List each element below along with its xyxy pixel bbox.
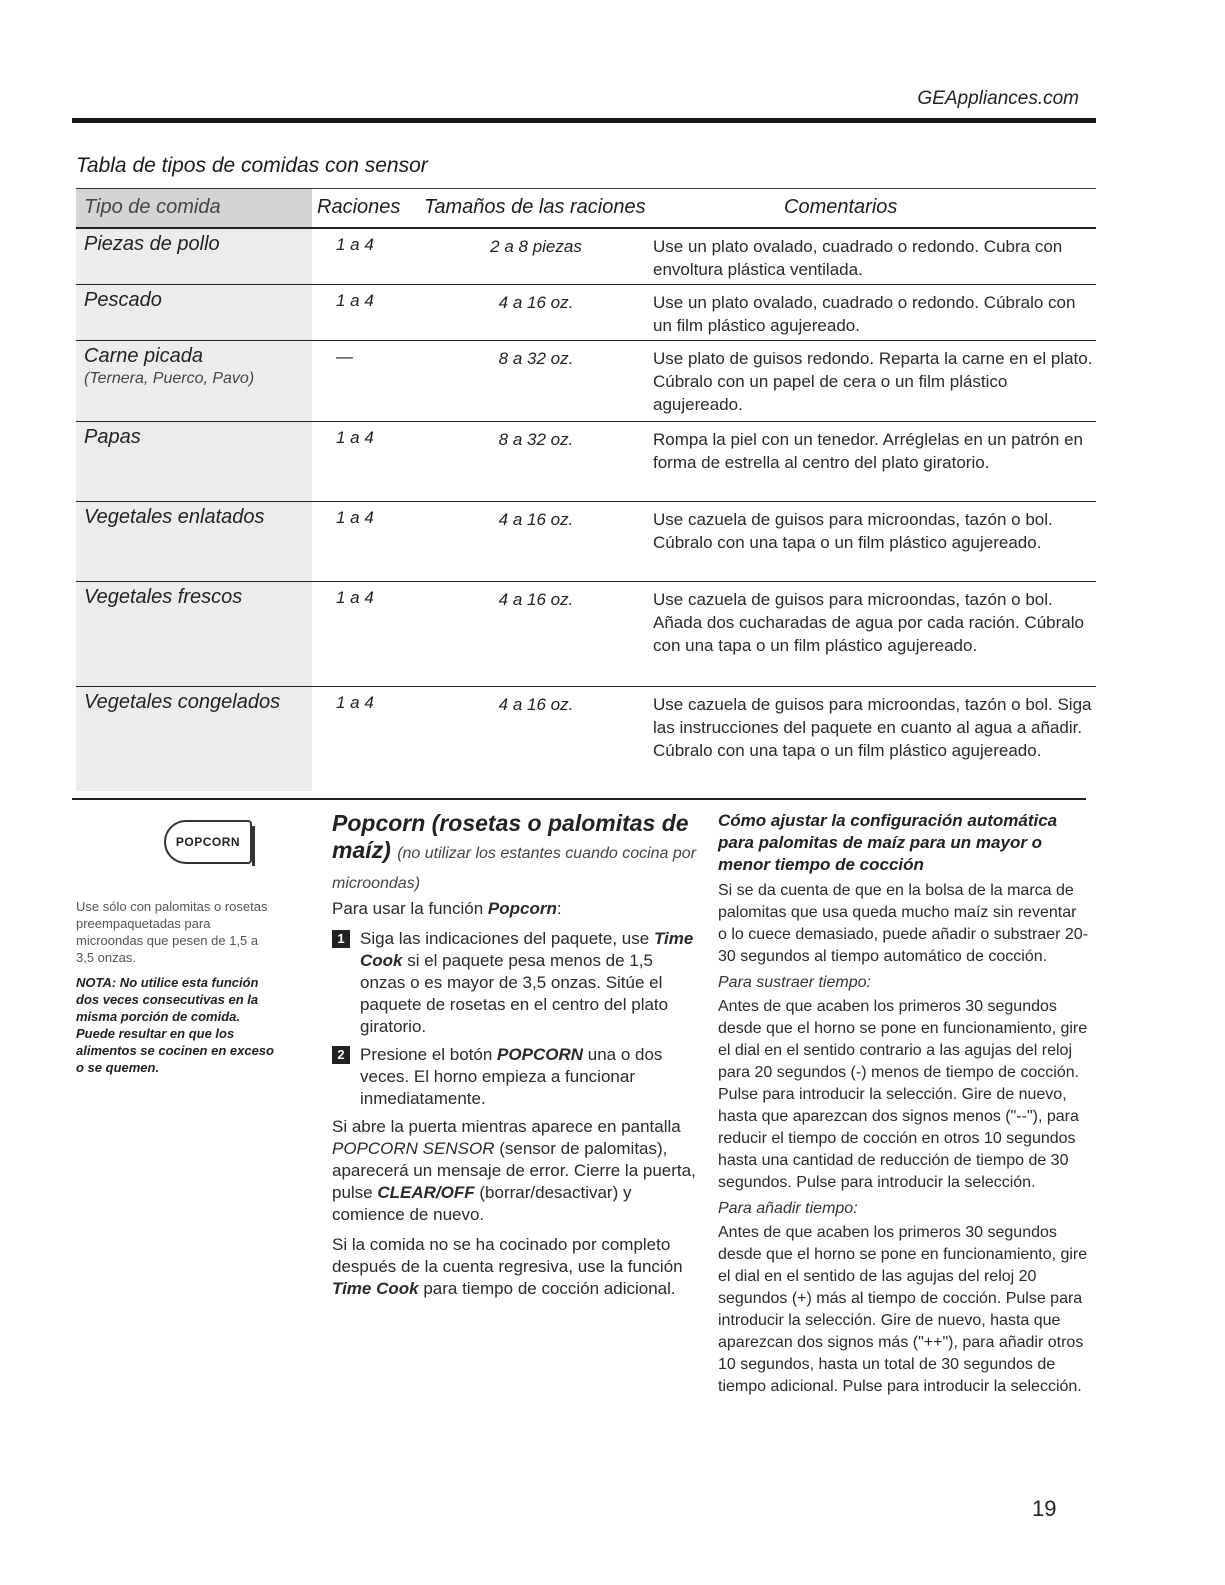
header-food-type: Tipo de comida	[76, 189, 312, 227]
add-heading: Para añadir tiempo:	[718, 1200, 858, 1217]
table-row	[76, 502, 1096, 582]
add-text: Antes de que acaben los primeros 30 segundos desde que el horno se pone en funcionamiento, gire el dial en el sentido de las agujas del reloj 20 segundos (+) más al tiempo de cocción. Pulse para introducir la selección. Gire de nuevo, hasta que aparezcan dos signos más ("++"), para añadir otros 10 segundos, hasta un total de 30 segundos de tiempo adicional. Pulse para introducir la selección.	[718, 1224, 1088, 1395]
food-cell	[76, 285, 312, 340]
servings-cell: 1 a 4	[336, 428, 374, 447]
size-cell: 4 a 16 oz.	[498, 293, 574, 312]
table-title: Tabla de tipos de comidas con sensor	[76, 154, 428, 177]
size-cell: 2 a 8 piezas	[490, 237, 582, 256]
header-rule	[72, 118, 1096, 123]
adjust-body	[718, 880, 1088, 1400]
food-name: Piezas de pollo	[84, 233, 220, 255]
table-row	[76, 687, 1096, 791]
subtract-heading: Para sustraer tiempo:	[718, 974, 871, 991]
servings-cell: 1 a 4	[336, 508, 374, 527]
popcorn-heading	[332, 810, 702, 897]
page-number: 19	[1032, 1496, 1057, 1521]
popcorn-instructions	[332, 898, 702, 1308]
food-name: Vegetales enlatados	[84, 506, 265, 528]
size-cell: 8 a 32 oz.	[498, 430, 574, 449]
intro-suffix: :	[556, 899, 562, 918]
undercooked-paragraph	[332, 1234, 702, 1300]
intro-prefix: Para usar la función	[332, 899, 488, 918]
site-url: GEAppliances.com	[917, 88, 1079, 109]
comment-cell: Rompa la piel con un tenedor. Arréglelas en un patrón en forma de estrella al centro del plato giratorio.	[653, 430, 1084, 472]
comment-cell: Use cazuela de guisos para microondas, tazón o bol. Siga las instrucciones del paquete en cuanto al agua a añadir. Cúbralo con una tapa o un film plástico agujereado.	[653, 695, 1092, 760]
table-row	[76, 422, 1096, 502]
step-1-number: 1	[332, 930, 350, 948]
servings-cell: 1 a 4	[336, 588, 374, 607]
servings-cell: 1 a 4	[336, 693, 374, 712]
table-row	[76, 229, 1096, 285]
p1-part-c: (sensor de palomitas), aparecerá un mensaje de error. Cierre la puerta, pulse	[332, 1139, 696, 1202]
popcorn-title-note: (no utilizar los estantes cuando cocina por microondas)	[332, 845, 697, 892]
servings-cell: 1 a 4	[336, 235, 374, 254]
intro-bold: Popcorn	[487, 899, 557, 918]
sensor-food-table	[76, 188, 1096, 791]
p1-part-d: CLEAR/OFF	[377, 1183, 475, 1202]
food-cell	[76, 687, 312, 791]
servings-cell: —	[336, 347, 353, 366]
table-row	[76, 285, 1096, 341]
p1-part-b: POPCORN SENSOR	[332, 1139, 495, 1158]
table-header	[76, 188, 1096, 229]
popcorn-title: Popcorn (rosetas o palomitas de maíz)	[332, 810, 689, 863]
step-2-number: 2	[332, 1046, 350, 1064]
p2-part-b: Time Cook	[332, 1279, 419, 1298]
food-cell	[76, 229, 312, 284]
p1-part-e: (borrar/desactivar) y comience de nuevo.	[332, 1183, 632, 1224]
step-1	[332, 928, 702, 1038]
header-comments: Comentarios	[784, 196, 898, 218]
p2-part-c: para tiempo de cocción adicional.	[418, 1279, 676, 1298]
header-serving-sizes: Tamaños de las raciones	[424, 196, 646, 218]
p2-part-a: Si la comida no se ha cocinado por completo después de la cuenta regresiva, use la función	[332, 1235, 683, 1276]
step-2-part-b: POPCORN	[497, 1045, 584, 1064]
comment-cell: Use plato de guisos redondo. Reparta la carne en el plato. Cúbralo con un papel de cera o un film plástico agujereado.	[653, 349, 1093, 414]
step-2-text	[360, 1044, 702, 1110]
table-row	[76, 582, 1096, 687]
comment-cell: Use cazuela de guisos para microondas, tazón o bol. Cúbralo con una tapa o un film plástico agujereado.	[653, 510, 1053, 552]
step-1-part-a: Siga las indicaciones del paquete, use	[360, 929, 654, 948]
food-subtitle: (Ternera, Puerco, Pavo)	[84, 370, 255, 387]
popcorn-intro	[332, 898, 702, 920]
step-2-part-a: Presione el botón	[360, 1045, 498, 1064]
food-name: Carne picada	[84, 345, 203, 367]
food-name: Pescado	[84, 289, 162, 311]
size-cell: 4 a 16 oz.	[498, 695, 574, 714]
step-1-part-c: si el paquete pesa menos de 1,5 onzas o es mayor de 3,5 onzas. Sitúe el paquete de rosetas en el centro del plato giratorio.	[360, 951, 669, 1036]
food-name: Vegetales frescos	[84, 586, 243, 608]
p1-part-a: Si abre la puerta mientras aparece en pantalla	[332, 1117, 681, 1136]
door-open-paragraph	[332, 1116, 702, 1226]
step-1-part-b: Time Cook	[360, 929, 694, 970]
food-cell	[76, 582, 312, 686]
food-name: Papas	[84, 426, 141, 448]
sidebar-note: Use sólo con palomitas o rosetas preempaquetadas para microondas que pesen de 1,5 a 3,5 onzas.	[76, 899, 268, 965]
sidebar-warning: NOTA: No utilice esta función dos veces consecutivas en la misma porción de comida. Puede resultar en que los alimentos se cocinen en exceso o se quemen.	[76, 975, 274, 1075]
step-1-text	[360, 928, 702, 1038]
size-cell: 8 a 32 oz.	[498, 349, 574, 368]
popcorn-key-label: POPCORN	[175, 835, 241, 849]
table-row	[76, 341, 1096, 422]
food-cell	[76, 502, 312, 581]
food-cell	[76, 422, 312, 501]
subtract-text: Antes de que acaben los primeros 30 segundos desde que el horno se pone en funcionamiento, gire el dial en el sentido contrario a las agujas del reloj para 20 segundos (-) menos de tiempo de cocción. Pulse para introducir la selección. Gire de nuevo, hasta que aparezcan dos signos menos ("--"), para reducir el tiempo de cocción en otros 10 segundos hasta una cantidad de reducción de tiempo de 30 segundos. Pulse para introducir la selección.	[718, 998, 1088, 1191]
header-servings: Raciones	[317, 196, 401, 218]
food-cell	[76, 341, 312, 421]
comment-cell: Use cazuela de guisos para microondas, tazón o bol. Añada dos cucharadas de agua por cada ración. Cúbralo con una tapa o un film plástico agujereado.	[653, 590, 1084, 655]
popcorn-key-graphic	[164, 820, 252, 864]
servings-cell: 1 a 4	[336, 291, 374, 310]
comment-cell: Use un plato ovalado, cuadrado o redondo. Cúbralo con un film plástico agujereado.	[653, 293, 1076, 335]
adjust-heading: Cómo ajustar la configuración automática para palomitas de maíz para un mayor o menor tiempo de cocción	[718, 811, 1058, 874]
size-cell: 4 a 16 oz.	[498, 510, 574, 529]
comment-cell: Use un plato ovalado, cuadrado o redondo. Cubra con envoltura plástica ventilada.	[653, 237, 1063, 279]
adjust-intro: Si se da cuenta de que en la bolsa de la marca de palomitas que usa queda mucho maíz sin reventar o lo cuece demasiado, puede añadir o substraer 20-30 segundos al tiempo automático de cocción.	[718, 882, 1089, 965]
section-rule	[72, 798, 1086, 800]
size-cell: 4 a 16 oz.	[498, 590, 574, 609]
step-2-part-c: una o dos veces. El horno empieza a funcionar inmediatamente.	[360, 1045, 663, 1108]
step-2	[332, 1044, 702, 1110]
food-name: Vegetales congelados	[84, 691, 281, 713]
